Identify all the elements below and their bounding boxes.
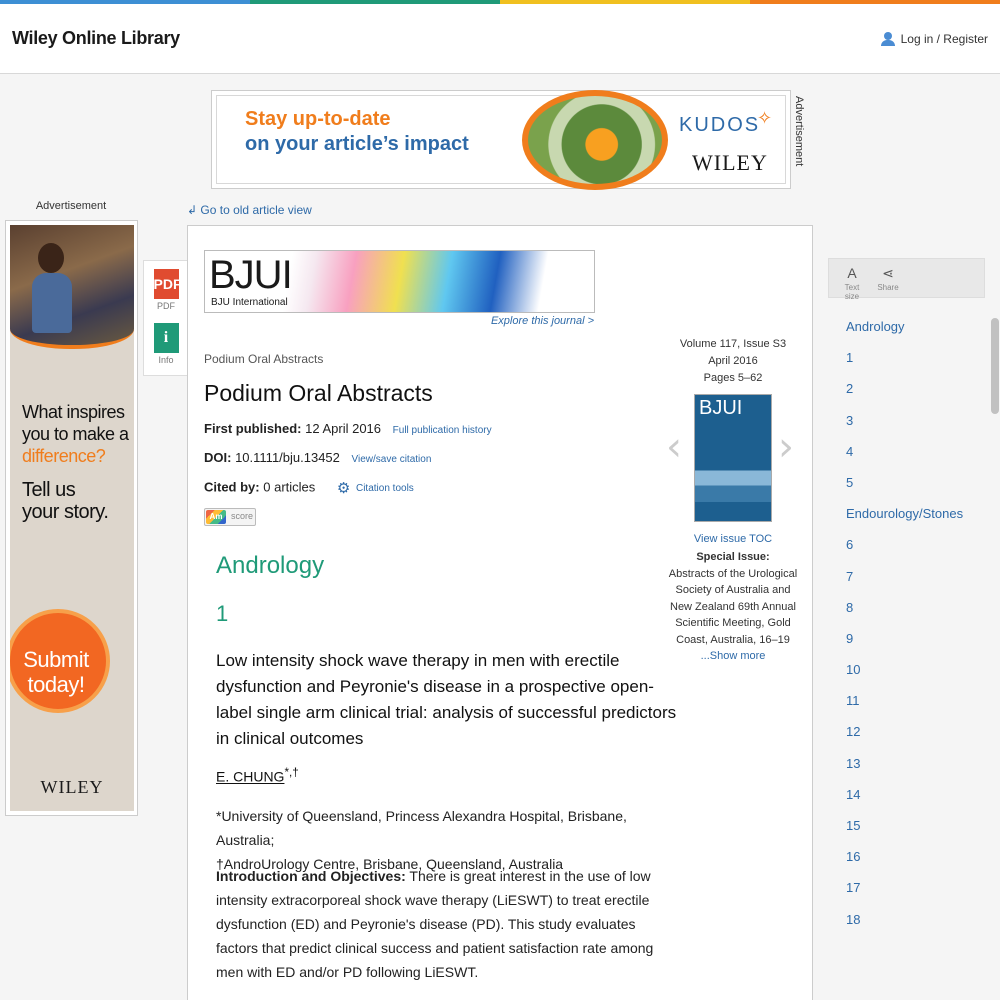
login-register-link[interactable]: [881, 32, 988, 46]
toc-item[interactable]: 4: [846, 443, 854, 459]
page-scrollbar[interactable]: [991, 318, 999, 414]
cited-by-row: [204, 479, 414, 497]
journal-subtitle: BJU International: [211, 297, 288, 308]
issue-cover[interactable]: [694, 394, 772, 522]
section-toc: [846, 318, 986, 942]
share-button[interactable]: [873, 263, 903, 292]
wiley-ad-logo: WILEY: [692, 150, 768, 175]
info-tool[interactable]: [152, 323, 180, 365]
special-issue-label: Special Issue:: [696, 551, 770, 563]
special-issue: [668, 549, 798, 665]
toc-item[interactable]: 3: [846, 412, 854, 428]
abstract-title: Low intensity shock wave therapy in men with erectile dysfunction and Peyronie's disease in a prospective open-label single arm clinical trial: analysis of successful predictors in clinical outcomes: [216, 651, 677, 748]
author-marks: *,†: [284, 766, 299, 779]
view-issue-toc-link[interactable]: View issue TOC: [693, 533, 773, 545]
explore-journal-link[interactable]: Explore this journal >: [490, 315, 594, 327]
toc-item[interactable]: 11: [846, 693, 860, 709]
issue-info: [668, 336, 798, 387]
ad-inspire-text: [22, 401, 129, 467]
site-header: [0, 4, 1000, 74]
tulip-image: [522, 90, 668, 190]
butterfly-icon: ✧: [757, 108, 773, 129]
toc-item[interactable]: 9: [846, 630, 854, 646]
special-issue-text: Abstracts of the Urological Society of Australia and New Zealand 69th Annual Scientific Meeting, Gold Coast, Australia, 16–19: [668, 567, 798, 646]
top-ad-inner: [216, 95, 786, 184]
doi-value: 10.1111/bju.13452: [235, 450, 340, 465]
inspire-line-1: What inspires: [22, 402, 125, 422]
show-more-link[interactable]: ...Show more: [700, 650, 766, 662]
info-label: Info: [158, 355, 174, 365]
toc-item[interactable]: 18: [846, 911, 861, 927]
toc-item[interactable]: 14: [846, 786, 861, 802]
toc-item[interactable]: 16: [846, 849, 861, 865]
submit-line-2: today!: [27, 672, 85, 697]
cited-by-label: Cited by:: [204, 479, 260, 495]
share-icon: ⋖: [882, 265, 894, 281]
intro-text: There is great interest in the use of low intensity extracorporeal shock wave therapy (LiESWT) to treat erectile dysfunction (ED) and Peyronie's disease (PD). This study evaluates factors that predict clinical success and patient satisfaction rate among men with ED and/or PD following LiESWT.: [216, 868, 654, 980]
issue-date: April 2016: [708, 355, 758, 367]
first-published-label: First published:: [204, 421, 302, 436]
toc-item[interactable]: 6: [846, 537, 854, 553]
article-tools: [143, 260, 188, 376]
toc-item[interactable]: 10: [846, 662, 861, 678]
page-title: Podium Oral Abstracts: [204, 380, 433, 406]
pdf-tool[interactable]: [152, 269, 180, 311]
pdf-icon: PDF: [154, 269, 179, 299]
altmetric-badge[interactable]: [204, 508, 256, 526]
tellus-line-2: your story.: [22, 501, 109, 523]
left-ad-label: Advertisement: [35, 200, 107, 212]
login-label: Log in / Register: [900, 32, 988, 46]
journal-logo: BJUI: [209, 253, 292, 297]
toc-item[interactable]: Andrology: [846, 319, 905, 334]
author-link[interactable]: E. CHUNG: [216, 768, 285, 785]
toc-item[interactable]: 8: [846, 599, 854, 615]
abstract-number: 1: [216, 601, 229, 626]
child-photo: [10, 225, 134, 349]
cover-title: BJUI: [699, 397, 743, 419]
ad-tellus-text: [22, 479, 108, 523]
text-size-label: Text size: [844, 283, 860, 301]
toc-item[interactable]: Endourology/Stones: [846, 506, 964, 522]
affiliation-1: *University of Queensland, Princess Alexandra Hospital, Brisbane, Australia;: [216, 808, 627, 848]
share-label: Share: [877, 283, 899, 292]
toc-item[interactable]: 2: [846, 381, 854, 397]
affiliation-2: †AndroUrology Centre, Brisbane, Queensland, Australia: [216, 856, 564, 872]
view-save-citation-link[interactable]: View/save citation: [351, 454, 432, 465]
doi-label: DOI:: [204, 450, 232, 465]
issue-volume: Volume 117, Issue S3: [679, 338, 787, 350]
wiley-left-logo: WILEY: [40, 777, 104, 797]
toc-item[interactable]: 17: [846, 880, 861, 896]
inspire-line-2: you to make a: [22, 424, 129, 444]
inspire-line-3: difference?: [22, 446, 106, 466]
altmetric-label: score: [231, 511, 254, 521]
child-body: [32, 273, 72, 333]
chevron-right-icon[interactable]: ›: [778, 424, 794, 470]
toc-item[interactable]: 1: [846, 350, 854, 366]
article-main: [187, 225, 813, 1000]
text-size-button[interactable]: [837, 263, 867, 301]
toc-item[interactable]: 5: [846, 474, 854, 490]
altmetric-icon: Am: [206, 510, 226, 524]
child-face: [38, 243, 64, 273]
author-line: [216, 766, 299, 785]
kudos-logo: KUDOS: [679, 114, 761, 136]
submit-line-1: Submit: [23, 647, 89, 672]
info-icon: i: [154, 323, 179, 353]
first-published-row: [204, 421, 492, 436]
intro-paragraph: [216, 864, 676, 984]
toc-item[interactable]: 13: [846, 755, 861, 771]
old-view-label: Go to old article view: [200, 203, 312, 217]
left-ad-inner: [10, 225, 134, 811]
submit-today-button[interactable]: [18, 647, 94, 697]
toc-item[interactable]: 15: [846, 818, 861, 833]
user-icon: [881, 32, 895, 46]
first-published-date: 12 April 2016: [305, 421, 382, 436]
pdf-label: PDF: [157, 301, 175, 311]
publication-history-link[interactable]: Full publication history: [392, 425, 492, 436]
ad-label-vertical: Advertisement: [793, 96, 805, 167]
breadcrumb: Podium Oral Abstracts: [204, 352, 324, 366]
right-tools-bar: [828, 258, 985, 301]
left-sidebar-ad[interactable]: [5, 220, 138, 816]
intro-label: Introduction and Objectives:: [216, 868, 406, 884]
site-logo[interactable]: Wiley Online Library: [12, 28, 180, 48]
chevron-left-icon[interactable]: ‹: [666, 424, 682, 470]
return-arrow-icon: ↲: [187, 203, 198, 217]
ad-headline-2: on your article’s impact: [245, 133, 469, 155]
ad-headline-1: Stay up-to-date: [245, 108, 391, 130]
cited-by-count: 0 articles: [263, 479, 316, 495]
toc-item[interactable]: 12: [846, 724, 861, 740]
text-size-icon: A: [847, 265, 857, 281]
doi-row: [204, 450, 431, 465]
issue-pages: Pages 5–62: [703, 372, 763, 384]
top-banner-ad[interactable]: [211, 90, 791, 189]
old-article-view-link[interactable]: [187, 203, 312, 217]
journal-banner[interactable]: [204, 250, 595, 313]
citation-tools-link[interactable]: Citation tools: [355, 483, 414, 495]
section-heading: Andrology: [216, 552, 325, 579]
tellus-line-1: Tell us: [22, 479, 76, 501]
gear-icon[interactable]: ⚙: [336, 480, 351, 497]
toc-item[interactable]: 7: [846, 568, 854, 584]
